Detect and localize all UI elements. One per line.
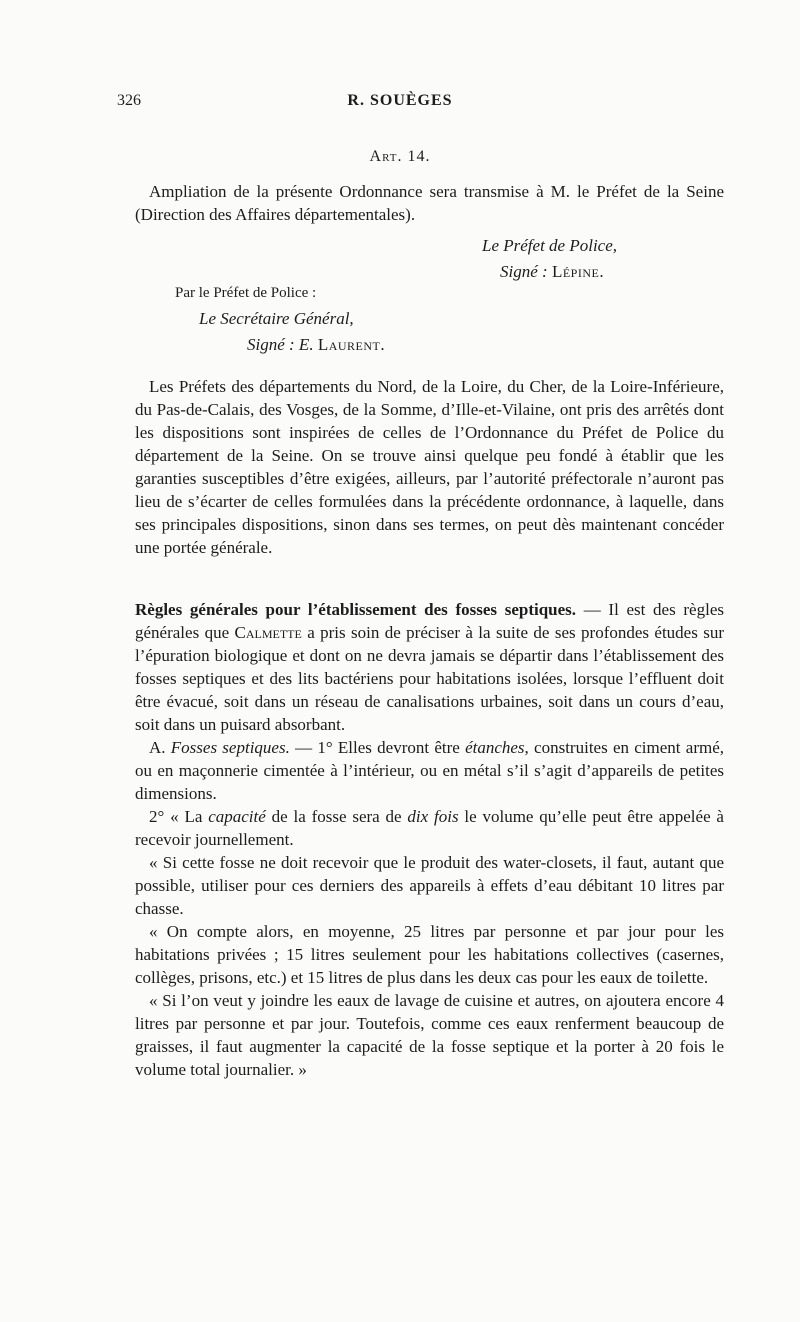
section-text-before: Il est des règles générales que: [135, 600, 724, 642]
para-a-before: — 1° Elles devront être: [289, 738, 466, 757]
para-a-emph: étanches: [465, 738, 525, 757]
secretaire-by-line: Par le Préfet de Police :: [175, 285, 317, 301]
page-header: [0, 92, 800, 116]
para-2-end: le volume qu’elle peut être appelée à recevoir journellement.: [135, 807, 724, 849]
paragraph-2: [135, 805, 724, 851]
secretaire-signed-label: Signé : E.: [247, 335, 318, 354]
section-name: Calmette: [234, 623, 302, 642]
article-heading: Art. 14.: [369, 148, 431, 165]
para-2-emph2: dix fois: [407, 807, 459, 826]
paragraph-a: [135, 736, 724, 805]
paragraph-prefets: Les Préfets des départements du Nord, de la Loire, du Cher, de la Loire-Inférieure, du Pas-de-Calais, des Vosges, de la Somme, d’Ille-et-Vilaine, ont pris des arrêtés dont les dispositions sont inspirées de celles de l’Ordonnance du Préfet de Police du département de la Seine. On se trouve ainsi quelque peu fondé à établir que les garanties susceptibles d’être exigées, ailleurs, par l’autorité préfectorale n’auront pas lieu de s’écarter de celles formulées dans la précédente ordonnance, à laquelle, dans ses principales dispositions, sinon dans ses termes, on peut dès maintenant concéder une portée générale.: [135, 377, 724, 557]
para-a-title: Fosses septiques.: [170, 738, 290, 757]
prefet-title: Le Préfet de Police,: [482, 236, 618, 255]
secretaire-title: Le Secrétaire Général,: [199, 309, 354, 328]
section-heading: Règles générales pour l’établissement des fosses septiques.: [135, 600, 577, 619]
para-a-after: , construites en ciment armé, ou en maçonnerie cimentée à l’intérieur, ou en métal s’il s’agit d’appareils de petites dimensions.: [135, 738, 724, 803]
signature-prefet: [482, 233, 617, 285]
page-number: 326: [117, 92, 141, 109]
secretaire-signed-line: [175, 332, 385, 358]
section-block: [135, 598, 724, 1081]
secretaire-signed-name: Laurent.: [317, 335, 386, 354]
section-text-after: a pris soin de préciser à la suite de ses profondes études sur l’épuration biologique et dont on ne devra jamais se départir dans l’établissement des fosses septiques et des lits bactériens pour habitations isolées, lorsque l’effluent doit être évacué, soit dans un réseau de canalisations urbaines, soit dans un cours d’eau, soit dans un puisard absorbant.: [135, 623, 724, 734]
section-paragraph: [135, 598, 724, 736]
para-a-lead: A.: [149, 738, 171, 757]
ampliation-paragraph: Ampliation de la présente Ordonnance sera transmise à M. le Préfet de la Seine (Direction des Affaires départementales).: [135, 182, 724, 224]
paragraph-4: « On compte alors, en moyenne, 25 litres par personne et par jour pour les habitations privées ; 15 litres seulement pour les habitations collectives (casernes, collèges, prisons, etc.) et 15 litres de plus dans les deux cas pour les eaux de toilette.: [135, 922, 724, 987]
prefet-signed-name: Lépine.: [551, 262, 605, 281]
prefets-block: [135, 375, 724, 559]
prefet-signed-line: [482, 259, 617, 285]
prefet-signed-label: Signé :: [500, 262, 552, 281]
ampliation-block: [135, 180, 724, 226]
signature-secretaire: [175, 280, 385, 358]
paragraph-5: « Si l’on veut y joindre les eaux de lavage de cuisine et autres, on ajoutera encore 4 litres par personne et par jour. Toutefois, comme ces eaux renferment beaucoup de graisses, il faut augmenter la capacité de la fosse septique et la porter à 20 fois le volume total journalier. »: [135, 991, 724, 1079]
section-dash: —: [576, 600, 609, 619]
para-2-middle: de la fosse sera de: [265, 807, 408, 826]
running-head: R. SOUÈGES: [347, 92, 453, 109]
paragraph-3: « Si cette fosse ne doit recevoir que le produit des water-closets, il faut, autant que possible, utiliser pour ces derniers des appareils à effets d’eau débitant 10 litres par chasse.: [135, 853, 724, 918]
para-2-emph1: capacité: [208, 807, 266, 826]
para-2-start: 2° « La: [149, 807, 209, 826]
